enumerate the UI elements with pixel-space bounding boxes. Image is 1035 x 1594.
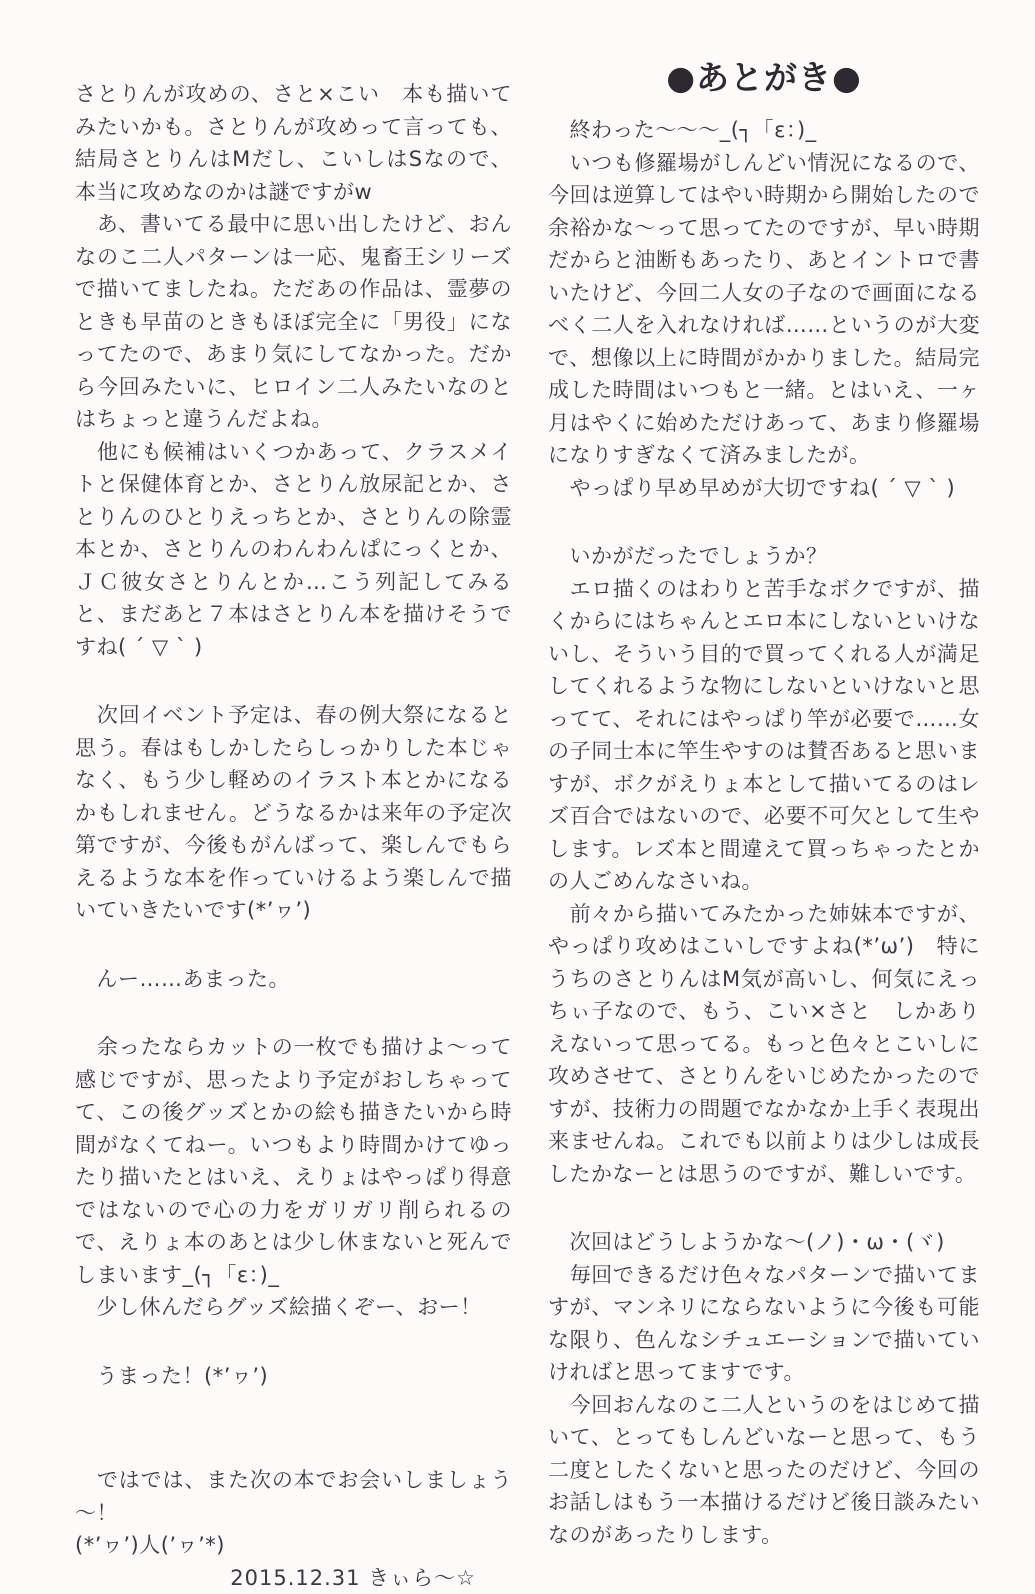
afterword-title: ●あとがき●: [548, 56, 980, 100]
paragraph: やっぱり早め早めが大切ですね( ´ ▽ ` ): [548, 472, 980, 505]
paragraph: いつも修羅場がしんどい情況になるので、今回は逆算してはやい時期から開始したので余裕かな～って思ってたのですが、早い時期だからと油断もあったり、あとイントロで書いたけど、今回二人女の子なので画面になるべく二人を入れなければ……というのが大変で、想像以上に時間がかかりました。結局完成した時間はいつもと一緒。とはいえ、一ヶ月はやくに始めただけあって、あまり修羅場になりすぎなくて済みましたが。: [548, 147, 980, 472]
paragraph: 少し休んだらグッズ絵描くぞー、おー！: [75, 1291, 512, 1324]
paragraph: 他にも候補はいくつかあって、クラスメイトと保健体育とか、さとりん放尿記とか、さとりんのひとりえっちとか、さとりんの除霊本とか、さとりんのわんわんぱにっくとか、ＪＣ彼女さとりんとか…こう列記してみると、まだあと７本はさとりん本を描けそうですね( ´ ▽ ` ): [75, 436, 512, 664]
paragraph: エロ描くのはわりと苦手なボクですが、描くからにはちゃんとエロ本にしないといけないし、そういう目的で買ってくれる人が満足してくれるような物にしないといけないと思ってて、それにはやっぱり竿が必要で……女の子同士本に竿生やすのは賛否あると思いますが、ボクがえりょ本として描いてるのはレズ百合ではないので、必要不可欠として生やします。レズ本と間違えて買っちゃったとかの人ごめんなさいね。: [548, 573, 980, 898]
paragraph: さとりんが攻めの、さと×こい 本も描いてみたいかも。さとりんが攻めって言っても、結局さとりんはMだし、こいしはSなので、本当に攻めなのかは謎ですがw: [75, 78, 512, 208]
paragraph: あ、書いてる最中に思い出したけど、おんなのこ二人パターンは一応、鬼畜王シリーズで描いてましたね。ただあの作品は、霊夢のときも早苗のときもほぼ完全に「男役」になってたので、あまり気にしてなかった。だから今回みたいに、ヒロイン二人みたいなのとはちょっと違うんだよね。: [75, 208, 512, 436]
date-signature: 2015.12.31 きぃら～☆: [75, 1562, 512, 1594]
paragraph: 前々から描いてみたかった姉妹本ですが、やっぱり攻めはこいしですよね(*’ω’) 特にうちのさとりんはM気が高いし、何気にえっちぃ子なので、もう、こい×さと しかありえないって思ってる。もっと色々とこいしに攻めさせて、さとりんをいじめたかったのですが、技術力の問題でなかなか上手く表現出来ませんね。これでも以前よりは少しは成長したかなーとは思うのですが、難しいです。: [548, 898, 980, 1191]
paragraph: んー……あまった。: [75, 963, 512, 996]
paragraph: 次回イベント予定は、春の例大祭になると思う。春はもしかしたらしっかりした本じゃなく、もう少し軽めのイラスト本とかになるかもしれません。どうなるかは来年の予定次第ですが、今後もがんばって、楽しんでもらえるような本を作っていけるよう楽しんで描いていきたいです(*’ヮ’): [75, 699, 512, 927]
paragraph: 毎回できるだけ色々なパターンで描いてますが、マンネリにならないように今後も可能な限り、色んなシチュエーションで描いていければと思ってますです。: [548, 1259, 980, 1389]
right-column: [548, 56, 980, 1551]
paragraph: ではでは、また次の本でお会いしましょう～！: [75, 1464, 512, 1529]
paragraph: 終わった～～～_(┐「ε：)_: [548, 114, 980, 147]
paragraph: 余ったならカットの一枚でも描けよ～って感じですが、思ったより予定がおしちゃってて、この後グッズとかの絵も描きたいから時間がなくてねー。いつもより時間かけてゆったり描いたとはいえ、えりょはやっぱり得意ではないので心の力をガリガリ削られるので、えりょ本のあとは少し休まないと死んでしまいます_(┐「ε：)_: [75, 1031, 512, 1291]
paragraph: 次回はどうしようかな～(ノ)・ω・(ヾ): [548, 1226, 980, 1259]
paragraph: うまった！(*’ヮ’): [75, 1360, 512, 1393]
paragraph: (*’ヮ’)人(’ヮ’*): [75, 1529, 512, 1562]
paragraph: 今回おんなのこ二人というのをはじめて描いて、とってもしんどいなーと思って、もう二度としたくないと思ったのだけど、今回のお話しはもう一本描けるだけど後日談みたいなのがあったりします。: [548, 1389, 980, 1552]
paragraph: いかがだったでしょうか？: [548, 540, 980, 573]
left-column: [75, 78, 512, 1594]
right-column-text: [548, 114, 980, 1551]
